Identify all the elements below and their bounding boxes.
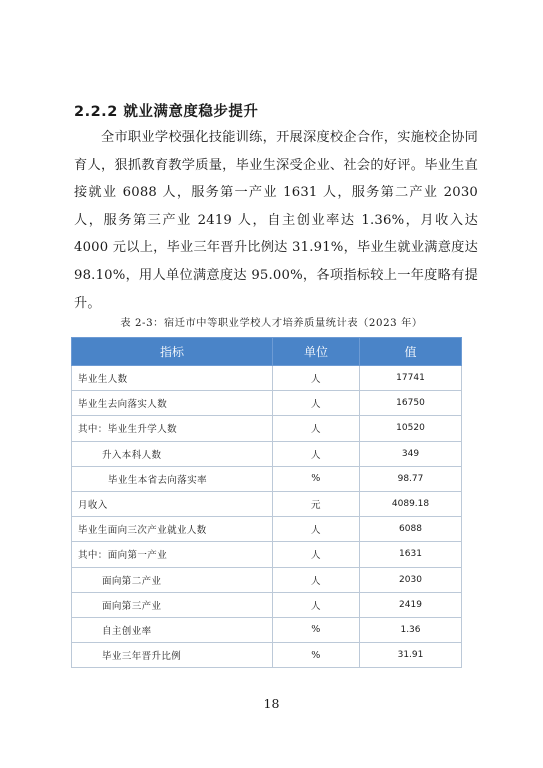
table-header-row bbox=[72, 338, 462, 366]
row-unit: % bbox=[273, 617, 360, 642]
row-unit: % bbox=[273, 643, 360, 668]
row-unit: 人 bbox=[273, 441, 360, 466]
section-heading: 2.2.2 就业满意度稳步提升 bbox=[74, 104, 259, 120]
statistics-table bbox=[71, 337, 462, 668]
row-unit: % bbox=[273, 466, 360, 491]
table-row bbox=[72, 567, 462, 592]
row-name: 面向第二产业 bbox=[72, 567, 273, 592]
row-name: 毕业三年晋升比例 bbox=[72, 643, 273, 668]
table-row bbox=[72, 542, 462, 567]
row-name: 升入本科人数 bbox=[72, 441, 273, 466]
row-value: 1631 bbox=[360, 542, 462, 567]
row-unit: 人 bbox=[273, 567, 360, 592]
row-unit: 人 bbox=[273, 391, 360, 416]
table-caption: 表 2-3：宿迁市中等职业学校人才培养质量统计表（2023 年） bbox=[120, 318, 423, 329]
table-row bbox=[72, 466, 462, 491]
table-row bbox=[72, 517, 462, 542]
table-row bbox=[72, 617, 462, 642]
row-name: 其中：毕业生升学人数 bbox=[72, 416, 273, 441]
header-unit: 单位 bbox=[273, 338, 360, 366]
row-value: 16750 bbox=[360, 391, 462, 416]
row-unit: 人 bbox=[273, 366, 360, 391]
row-unit: 人 bbox=[273, 592, 360, 617]
row-unit: 人 bbox=[273, 416, 360, 441]
row-name: 月收入 bbox=[72, 491, 273, 516]
header-indicator: 指标 bbox=[72, 338, 273, 366]
row-name: 其中：面向第一产业 bbox=[72, 542, 273, 567]
table-row bbox=[72, 592, 462, 617]
row-value: 349 bbox=[360, 441, 462, 466]
row-name: 毕业生本省去向落实率 bbox=[72, 466, 273, 491]
table-row bbox=[72, 391, 462, 416]
table-row bbox=[72, 416, 462, 441]
row-name: 毕业生去向落实人数 bbox=[72, 391, 273, 416]
row-value: 10520 bbox=[360, 416, 462, 441]
table-row bbox=[72, 643, 462, 668]
row-value: 2030 bbox=[360, 567, 462, 592]
row-name: 自主创业率 bbox=[72, 617, 273, 642]
row-value: 31.91 bbox=[360, 643, 462, 668]
row-unit: 元 bbox=[273, 491, 360, 516]
table-row bbox=[72, 491, 462, 516]
table-row bbox=[72, 366, 462, 391]
row-value: 4089.18 bbox=[360, 491, 462, 516]
row-name: 毕业生面向三次产业就业人数 bbox=[72, 517, 273, 542]
statistics-table-container bbox=[71, 337, 461, 668]
row-name: 面向第三产业 bbox=[72, 592, 273, 617]
table-row bbox=[72, 441, 462, 466]
row-value: 17741 bbox=[360, 366, 462, 391]
row-value: 2419 bbox=[360, 592, 462, 617]
row-name: 毕业生人数 bbox=[72, 366, 273, 391]
section-paragraph: 全市职业学校强化技能训练，开展深度校企合作，实施校企协同育人，狠抓教育教学质量，毕业生深受企业、社会的好评。毕业生直接就业 6088 人，服务第一产业 1631 人，服务第二产业 2030 人，服务第三产业 2419 人，自主创业率达 1.36%，月收入达 4000 元以上，毕业三年晋升比例达 31.91%，毕业生就业满意度达 98.10%，用人单位满意度达 95.00%，各项指标较上一年度略有提升。 bbox=[74, 130, 478, 311]
row-value: 6088 bbox=[360, 517, 462, 542]
header-value: 值 bbox=[360, 338, 462, 366]
row-value: 1.36 bbox=[360, 617, 462, 642]
row-unit: 人 bbox=[273, 517, 360, 542]
page-number: 18 bbox=[263, 696, 280, 711]
row-value: 98.77 bbox=[360, 466, 462, 491]
row-unit: 人 bbox=[273, 542, 360, 567]
